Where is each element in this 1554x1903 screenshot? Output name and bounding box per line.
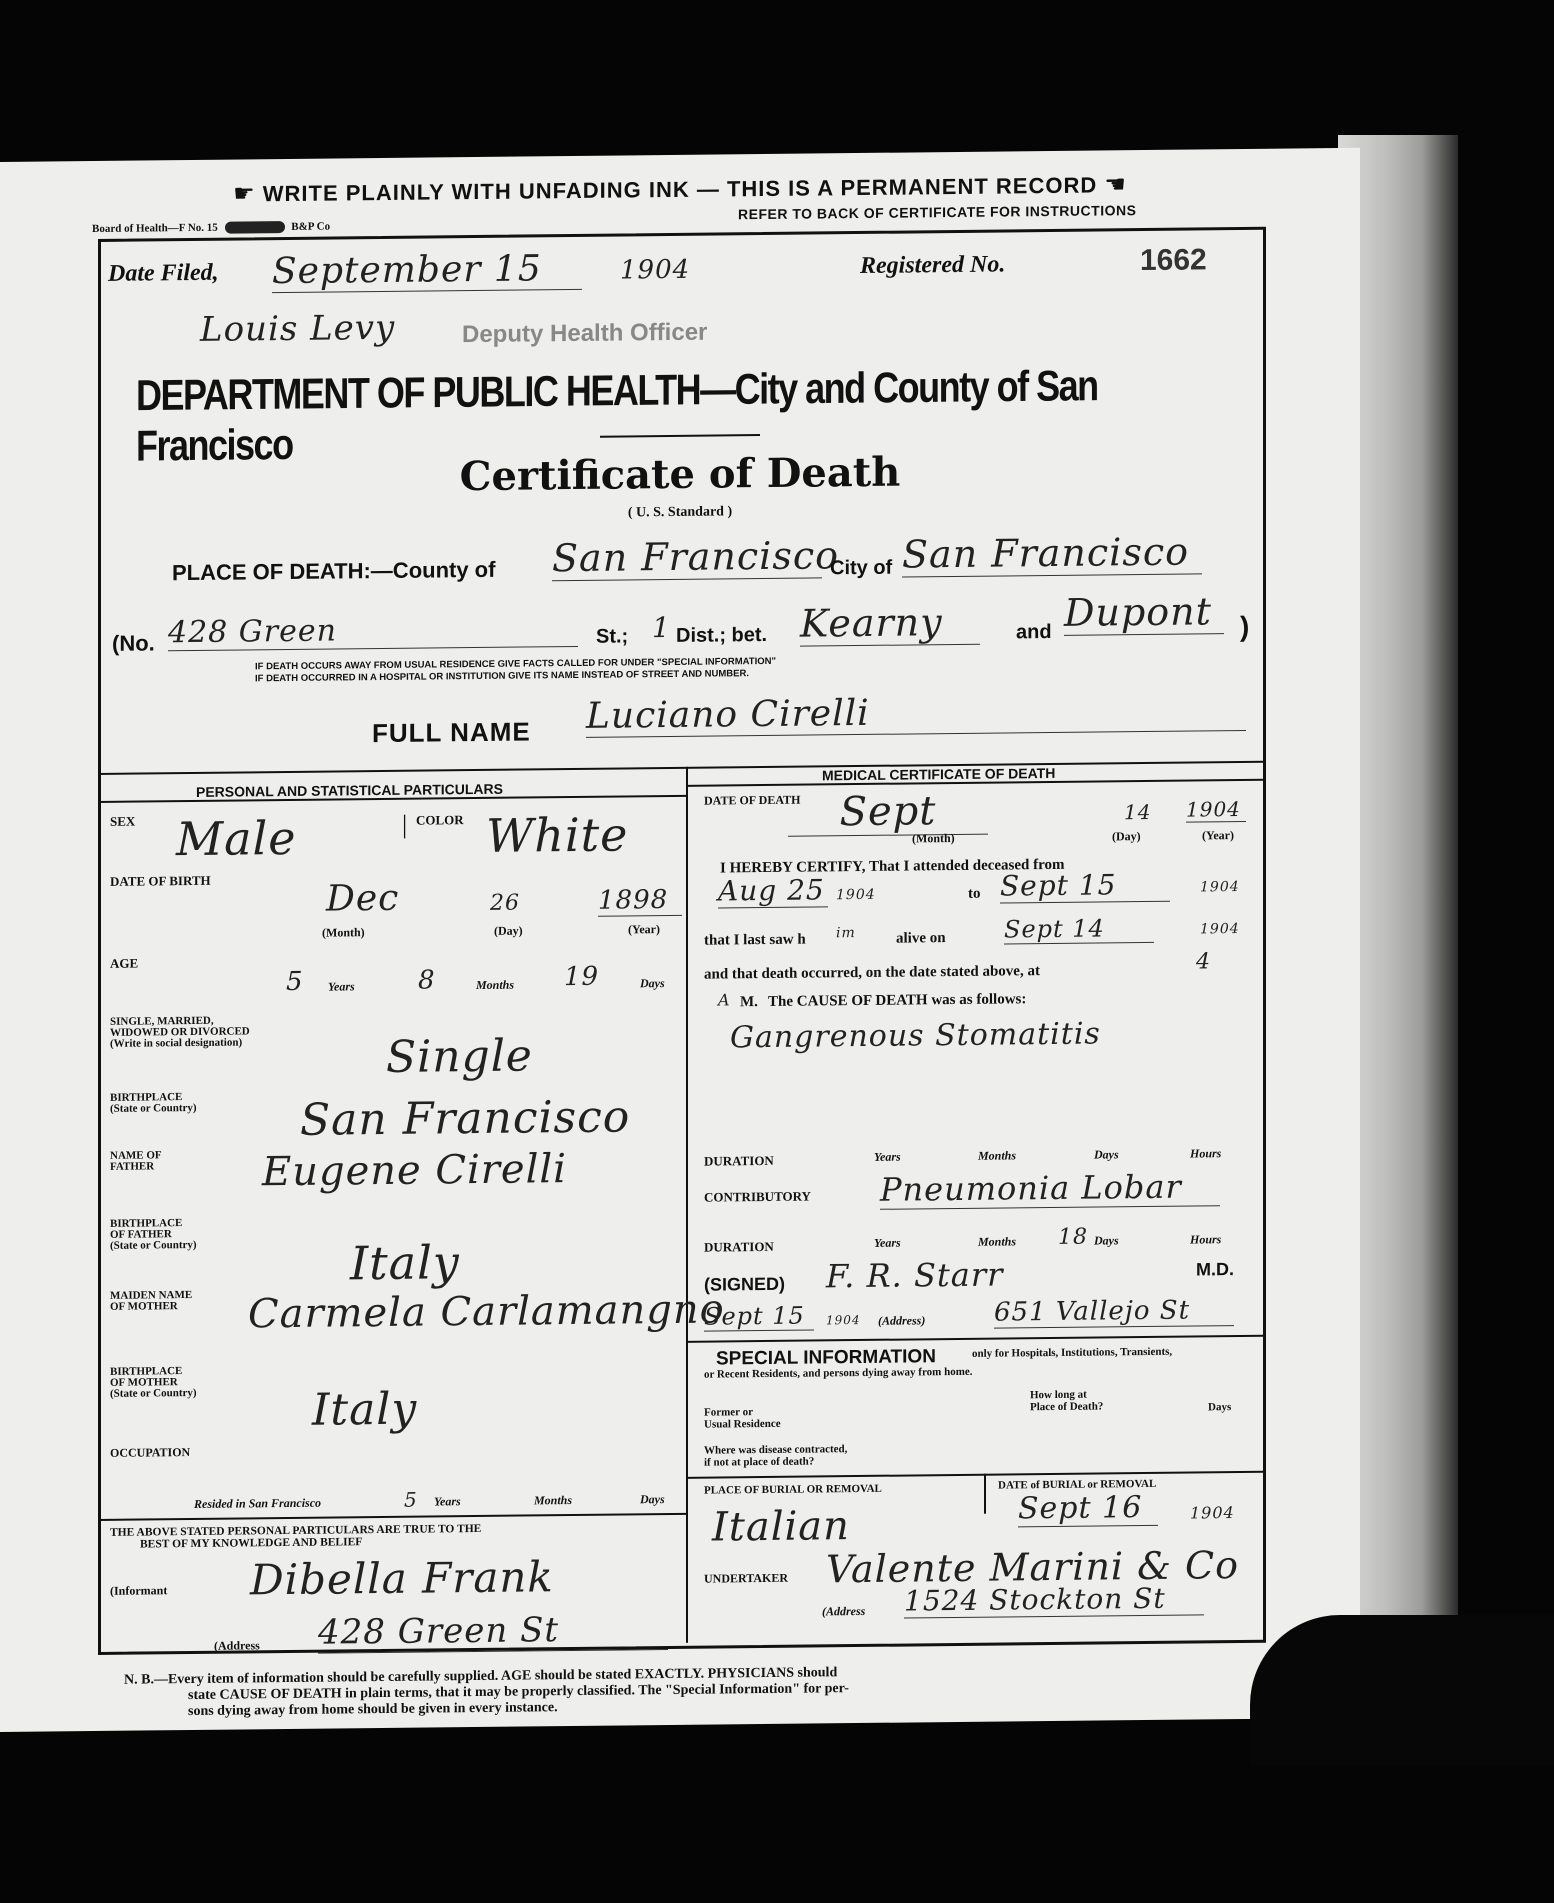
signed-year: 1904 bbox=[826, 1312, 861, 1328]
place-of-death-label: PLACE OF DEATH:—County of bbox=[172, 556, 496, 586]
informant-address-value: 428 Green St bbox=[318, 1609, 668, 1654]
informant-label: (Informant bbox=[110, 1583, 168, 1598]
scanner-thumb-shadow bbox=[1250, 1615, 1554, 1765]
dob-day-caption: (Day) bbox=[494, 923, 523, 938]
last-saw-pronoun: im bbox=[836, 925, 856, 942]
dod-month-caption: (Month) bbox=[912, 831, 955, 846]
banner: ☛ WRITE PLAINLY WITH UNFADING INK — THIS IS A PERMANENT RECORD ☚ bbox=[233, 171, 1127, 208]
place-notes: IF DEATH OCCURS AWAY FROM USUAL RESIDENCE GIVE FACTS CALLED FOR UNDER "SPECIAL INFORMATION" IF DEATH OCCURRED IN A HOSPITAL OR INSTITUTION GIVE ITS NAME INSTEAD OF STREET AND NUMBER. bbox=[255, 655, 776, 685]
burial-place-label: PLACE OF BURIAL OR REMOVAL bbox=[704, 1482, 882, 1497]
age-months-caption: Months bbox=[476, 977, 515, 993]
special-note-2: or Recent Residents, and persons dying away from home. bbox=[704, 1365, 973, 1381]
age-days-caption: Days bbox=[640, 976, 665, 991]
registered-label: Registered No. bbox=[860, 251, 1006, 279]
last-saw-text-2: alive on bbox=[896, 930, 946, 947]
dob-day: 26 bbox=[490, 890, 520, 916]
mother-name-value: Carmela Carlamangno bbox=[248, 1286, 725, 1338]
certificate-subtitle: ( U. S. Standard ) bbox=[627, 504, 733, 521]
resided-days-caption: Days bbox=[640, 1492, 665, 1507]
last-saw-year: 1904 bbox=[1200, 921, 1240, 938]
mother-birthplace-value: Italy bbox=[312, 1383, 418, 1436]
city-value: San Francisco bbox=[902, 529, 1202, 577]
undertaker-label: UNDERTAKER bbox=[704, 1570, 789, 1586]
medical-heading: MEDICAL CERTIFICATE OF DEATH bbox=[822, 764, 1056, 784]
street-no-label: (No. bbox=[112, 630, 155, 656]
personal-heading: PERSONAL AND STATISTICAL PARTICULARS bbox=[196, 780, 503, 800]
death-hour: 4 bbox=[1196, 949, 1211, 975]
age-days: 19 bbox=[564, 961, 600, 993]
union-label-icon bbox=[225, 221, 285, 234]
undertaker-address-label: (Address bbox=[822, 1603, 866, 1619]
death-ampm: A bbox=[718, 990, 731, 1010]
mother-birthplace-label: BIRTHPLACE OF MOTHER (State or Country) bbox=[110, 1365, 197, 1400]
contracted-label: Where was disease contracted, if not at place of death? bbox=[704, 1443, 848, 1469]
dod-year: 1904 bbox=[1186, 797, 1246, 823]
color-label: COLOR bbox=[416, 812, 464, 828]
cause-label: The CAUSE OF DEATH was as follows: bbox=[768, 991, 1027, 1010]
st-label: St.; bbox=[596, 625, 629, 648]
hour-suffix: M. bbox=[740, 994, 758, 1011]
informant-address-label: (Address bbox=[214, 1638, 260, 1653]
former-residence-label: Former or Usual Residence bbox=[704, 1406, 781, 1431]
full-name-value: Luciano Cirelli bbox=[586, 689, 1246, 738]
age-years: 5 bbox=[286, 966, 304, 998]
special-heading: SPECIAL INFORMATION bbox=[716, 1346, 936, 1370]
street-no-value: 428 Green bbox=[168, 611, 578, 651]
burial-place-value: Italian bbox=[712, 1503, 850, 1551]
pointing-hand-left-icon: ☚ bbox=[1104, 171, 1127, 199]
duration-days-caption: Days bbox=[1094, 1147, 1119, 1162]
city-label: City of bbox=[830, 556, 893, 580]
certificate-title: Certificate of Death bbox=[459, 448, 901, 501]
contributory-value: Pneumonia Lobar bbox=[880, 1167, 1220, 1210]
contributory-label: CONTRIBUTORY bbox=[704, 1188, 811, 1205]
certify-text: I HEREBY CERTIFY, That I attended deceased from bbox=[720, 856, 1065, 877]
full-name-label: FULL NAME bbox=[372, 716, 531, 749]
informant-value: Dibella Frank bbox=[250, 1552, 554, 1605]
birthplace-label: BIRTHPLACE (State or Country) bbox=[110, 1091, 197, 1115]
date-filed-value: September 15 bbox=[272, 248, 582, 293]
age-label: AGE bbox=[110, 955, 139, 971]
attended-to: Sept 15 bbox=[1000, 868, 1170, 904]
between-street-2: Dupont bbox=[1064, 589, 1224, 636]
father-name-label: NAME OF FATHER bbox=[110, 1149, 162, 1173]
md-label: M.D. bbox=[1196, 1259, 1234, 1280]
sex-value: Male bbox=[176, 810, 297, 867]
father-birthplace-label: BIRTHPLACE OF FATHER (State or Country) bbox=[110, 1217, 197, 1252]
dod-month: Sept bbox=[788, 788, 988, 837]
father-name-value: Eugene Cirelli bbox=[262, 1146, 567, 1196]
sex-color-divider: | bbox=[402, 809, 408, 839]
duration-years-caption: Years bbox=[874, 1149, 901, 1164]
date-filed-year: 1904 bbox=[620, 254, 691, 286]
occurred-text: and that death occurred, on the date stated above, at bbox=[704, 963, 1040, 983]
duration2-days: 18 bbox=[1058, 1224, 1088, 1250]
dod-day: 14 bbox=[1124, 799, 1152, 825]
duration2-years-caption: Years bbox=[874, 1235, 901, 1250]
marital-label: SINGLE, MARRIED, WIDOWED OR DIVORCED (Write in social designation) bbox=[110, 1014, 250, 1050]
resided-years-caption: Years bbox=[434, 1494, 461, 1509]
occupation-label: OCCUPATION bbox=[110, 1445, 191, 1460]
duration-label: DURATION bbox=[704, 1152, 774, 1169]
burial-year: 1904 bbox=[1190, 1503, 1235, 1523]
dob-month: Dec bbox=[326, 877, 400, 920]
age-months: 8 bbox=[418, 965, 436, 996]
and-label: and bbox=[1016, 620, 1052, 644]
signed-date: Sept 15 bbox=[704, 1301, 814, 1331]
certificate-paper bbox=[0, 148, 1360, 1732]
mother-name-label: MAIDEN NAME OF MOTHER bbox=[110, 1288, 193, 1313]
how-long-days: Days bbox=[1208, 1401, 1232, 1414]
physician-address-value: 651 Vallejo St bbox=[994, 1295, 1234, 1329]
close-paren: ) bbox=[1240, 610, 1250, 643]
attended-from: Aug 25 bbox=[718, 873, 828, 908]
physician-signature: F. R. Starr bbox=[826, 1255, 1004, 1296]
color-value: White bbox=[486, 807, 629, 863]
dob-label: DATE OF BIRTH bbox=[110, 872, 211, 889]
cause-value: Gangrenous Stomatitis bbox=[730, 1016, 1101, 1056]
attended-from-year: 1904 bbox=[836, 886, 876, 904]
duration2-hours-caption: Hours bbox=[1190, 1232, 1222, 1247]
duration2-days-caption: Days bbox=[1094, 1233, 1119, 1248]
dist-label: Dist.; bet. bbox=[676, 623, 768, 647]
marital-value: Single bbox=[386, 1030, 533, 1083]
undertaker-address-value: 1524 Stockton St bbox=[904, 1581, 1204, 1618]
duration-months-caption: Months bbox=[978, 1148, 1017, 1163]
father-birthplace-value: Italy bbox=[350, 1235, 460, 1291]
last-saw-text-1: that I last saw h bbox=[704, 931, 806, 949]
grid-center-divider bbox=[686, 767, 688, 1643]
physician-address-label: (Address) bbox=[878, 1313, 926, 1328]
dod-day-caption: (Day) bbox=[1112, 829, 1141, 844]
st-value: 1 bbox=[652, 610, 671, 645]
between-street-1: Kearny bbox=[800, 600, 980, 647]
date-filed-label: Date Filed, bbox=[108, 259, 219, 287]
county-value: San Francisco bbox=[552, 533, 839, 581]
birthplace-value: San Francisco bbox=[300, 1091, 631, 1146]
burial-date-value: Sept 16 bbox=[1018, 1490, 1158, 1527]
department-heading: DEPARTMENT OF PUBLIC HEALTH—City and County of San Francisco bbox=[136, 360, 1098, 471]
duration-hours-caption: Hours bbox=[1190, 1146, 1222, 1161]
signed-label: (SIGNED) bbox=[704, 1273, 785, 1295]
refer-instructions: REFER TO BACK OF CERTIFICATE FOR INSTRUCTIONS bbox=[738, 202, 1137, 223]
officer-signature: Louis Levy bbox=[200, 307, 396, 350]
registered-number: 1662 bbox=[1140, 243, 1207, 278]
dod-label: DATE OF DEATH bbox=[704, 792, 801, 808]
dob-year-caption: (Year) bbox=[628, 922, 660, 937]
dob-month-caption: (Month) bbox=[322, 925, 365, 940]
pointing-hand-icon: ☛ bbox=[233, 180, 256, 208]
duration-label-2: DURATION bbox=[704, 1238, 774, 1255]
resided-label: Resided in San Francisco bbox=[194, 1495, 322, 1511]
duration2-months-caption: Months bbox=[978, 1234, 1017, 1249]
resided-years: 5 bbox=[404, 1487, 418, 1512]
officer-title: Deputy Health Officer bbox=[462, 318, 708, 349]
how-long-label: How long at Place of Death? bbox=[1030, 1388, 1104, 1414]
to-label: to bbox=[968, 885, 981, 902]
dod-year-caption: (Year) bbox=[1202, 828, 1234, 843]
dob-year: 1898 bbox=[598, 885, 682, 917]
burial-divider bbox=[984, 1474, 986, 1514]
burial-date-label: DATE of BURIAL or REMOVAL bbox=[998, 1477, 1157, 1492]
last-saw-date: Sept 14 bbox=[1004, 914, 1154, 945]
undertaker-value: Valente Marini & Co bbox=[826, 1543, 1240, 1592]
resided-months-caption: Months bbox=[534, 1493, 573, 1508]
form-number: Board of Health—F No. 15 B&P Co bbox=[92, 220, 331, 236]
special-note-1: only for Hospitals, Institutions, Transients, bbox=[972, 1345, 1173, 1360]
sex-label: SEX bbox=[110, 813, 136, 829]
footer-note: N. B.—Every item of information should be carefully supplied. AGE should be stated EXACTLY. PHYSICIANS should state CAUSE OF DEATH in plain terms, that it may be properly classified. The "Special Information" for per- sons dying away from home should be given in every instance. bbox=[124, 1665, 849, 1720]
informant-statement: THE ABOVE STATED PERSONAL PARTICULARS ARE TRUE TO THE BEST OF MY KNOWLEDGE AND BELIEF bbox=[110, 1522, 482, 1551]
attended-to-year: 1904 bbox=[1200, 879, 1240, 896]
age-years-caption: Years bbox=[328, 979, 355, 994]
